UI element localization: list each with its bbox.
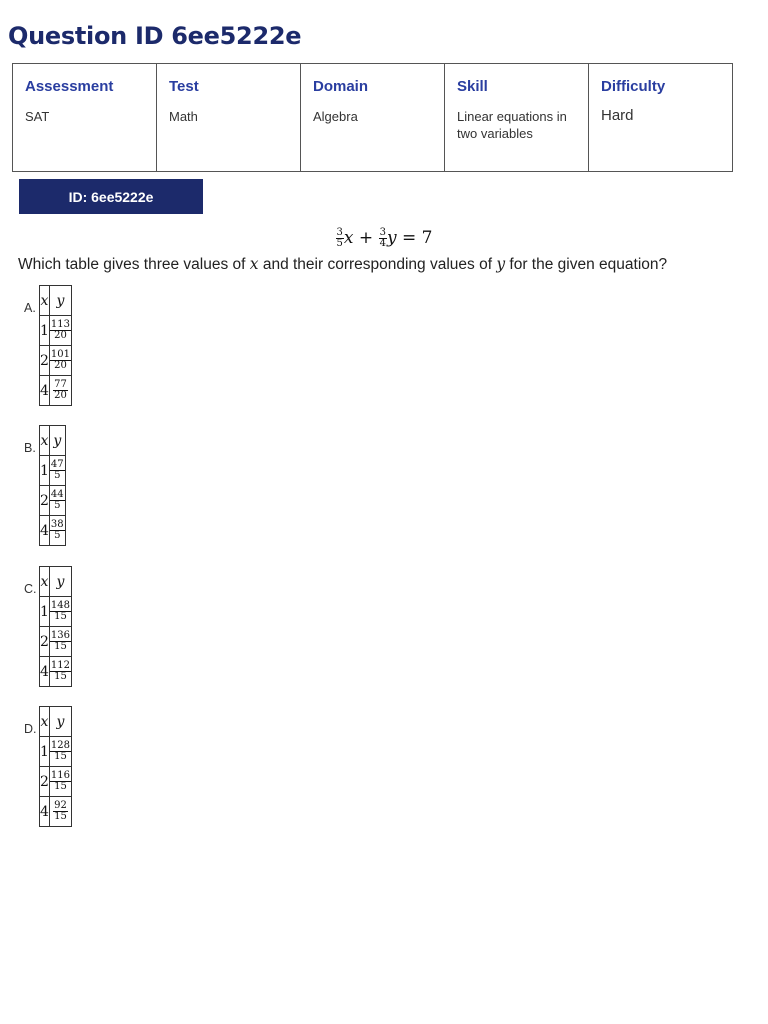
question-prompt <box>18 255 667 274</box>
fraction-denominator: 20 <box>54 390 67 401</box>
choice-table <box>39 425 66 546</box>
y-value <box>49 376 71 406</box>
fraction-numerator: 116 <box>50 770 71 781</box>
fraction-numerator: 47 <box>50 459 64 470</box>
meta-heading-assessment: Assessment <box>25 78 114 95</box>
prompt-variable-y: y <box>496 255 506 273</box>
fraction-numerator: 148 <box>50 600 71 611</box>
meta-value-skill: Linear equations in two variables <box>457 109 567 141</box>
y-value <box>49 737 71 767</box>
fraction-denominator: 4 <box>379 238 386 249</box>
y-value <box>49 346 71 376</box>
x-value: 1 <box>40 456 50 486</box>
prompt-text: for the given equation? <box>505 256 668 273</box>
meta-cell-assessment <box>13 64 157 172</box>
prompt-text: and their corresponding values of <box>258 256 497 273</box>
y-value <box>49 456 65 486</box>
equation-variable-x: x <box>343 228 354 248</box>
fraction-denominator: 15 <box>54 781 67 792</box>
table-header-y: y <box>49 286 71 316</box>
prompt-text: Which table gives three values of <box>18 256 250 273</box>
meta-cell-domain <box>301 64 445 172</box>
table-header-x: x <box>40 286 50 316</box>
meta-cell-difficulty <box>589 64 733 172</box>
fraction-denominator: 5 <box>54 530 61 541</box>
equation-rhs: 7 <box>421 228 433 248</box>
x-value: 2 <box>40 486 50 516</box>
x-value: 1 <box>40 316 50 346</box>
meta-cell-skill <box>445 64 589 172</box>
x-value: 1 <box>40 737 50 767</box>
y-value <box>49 597 71 627</box>
meta-value-test: Math <box>169 109 198 124</box>
equation-coefficient-2 <box>379 228 387 249</box>
y-value <box>49 316 71 346</box>
fraction-numerator: 3 <box>379 227 386 238</box>
fraction-numerator: 128 <box>50 740 71 751</box>
x-value: 4 <box>40 516 50 546</box>
fraction-numerator: 136 <box>50 630 71 641</box>
fraction-denominator: 20 <box>54 330 67 341</box>
choice-letter: D. <box>24 722 37 736</box>
y-value <box>49 516 65 546</box>
x-value: 1 <box>40 597 50 627</box>
question-id-badge: ID: 6ee5222e <box>19 179 203 214</box>
fraction-denominator: 15 <box>54 751 67 762</box>
choice-letter: C. <box>24 582 37 596</box>
meta-heading-difficulty: Difficulty <box>601 78 666 95</box>
fraction-numerator: 92 <box>54 800 67 811</box>
x-value: 4 <box>40 657 50 687</box>
equation-plus-sign: + <box>358 228 374 248</box>
fraction-numerator: 101 <box>50 349 71 360</box>
fraction-numerator: 113 <box>50 319 71 330</box>
question-metadata-table <box>12 63 733 172</box>
meta-heading-skill: Skill <box>457 78 488 95</box>
equation-coefficient-1 <box>336 228 344 249</box>
table-header-y: y <box>49 707 71 737</box>
fraction-denominator: 15 <box>54 671 67 682</box>
choice-letter: B. <box>24 441 36 455</box>
fraction-denominator: 5 <box>336 238 343 249</box>
meta-value-assessment: SAT <box>25 109 50 124</box>
equation-equals-sign: = <box>401 228 417 248</box>
fraction-denominator: 15 <box>54 641 67 652</box>
x-value: 4 <box>40 797 50 827</box>
fraction-numerator: 38 <box>50 519 64 530</box>
fraction-numerator: 112 <box>50 660 71 671</box>
y-value <box>49 627 71 657</box>
table-header-x: x <box>40 707 50 737</box>
meta-value-domain: Algebra <box>313 109 358 124</box>
table-header-y: y <box>49 426 65 456</box>
x-value: 4 <box>40 376 50 406</box>
x-value: 2 <box>40 346 50 376</box>
y-value <box>49 486 65 516</box>
table-header-y: y <box>49 567 71 597</box>
choice-table <box>39 566 72 687</box>
table-header-x: x <box>40 426 50 456</box>
fraction-denominator: 15 <box>54 611 67 622</box>
meta-heading-test: Test <box>169 78 199 95</box>
prompt-variable-x: x <box>249 255 259 273</box>
page-title: Question ID 6ee5222e <box>8 22 302 50</box>
y-value <box>49 657 71 687</box>
table-header-x: x <box>40 567 50 597</box>
choice-table <box>39 285 72 406</box>
meta-cell-test <box>157 64 301 172</box>
fraction-denominator: 5 <box>54 500 61 511</box>
x-value: 2 <box>40 627 50 657</box>
fraction-numerator: 44 <box>50 489 64 500</box>
fraction-denominator: 15 <box>54 811 67 822</box>
fraction-numerator: 77 <box>54 379 67 390</box>
x-value: 2 <box>40 767 50 797</box>
fraction-numerator: 3 <box>336 227 343 238</box>
y-value <box>49 797 71 827</box>
fraction-denominator: 20 <box>54 360 67 371</box>
meta-heading-domain: Domain <box>313 78 369 95</box>
y-value <box>49 767 71 797</box>
choice-letter: A. <box>24 301 36 315</box>
given-equation <box>0 228 768 249</box>
fraction-denominator: 5 <box>54 470 61 481</box>
meta-value-difficulty: Hard <box>601 107 634 124</box>
choice-table <box>39 706 72 827</box>
equation-variable-y: y <box>386 228 397 248</box>
